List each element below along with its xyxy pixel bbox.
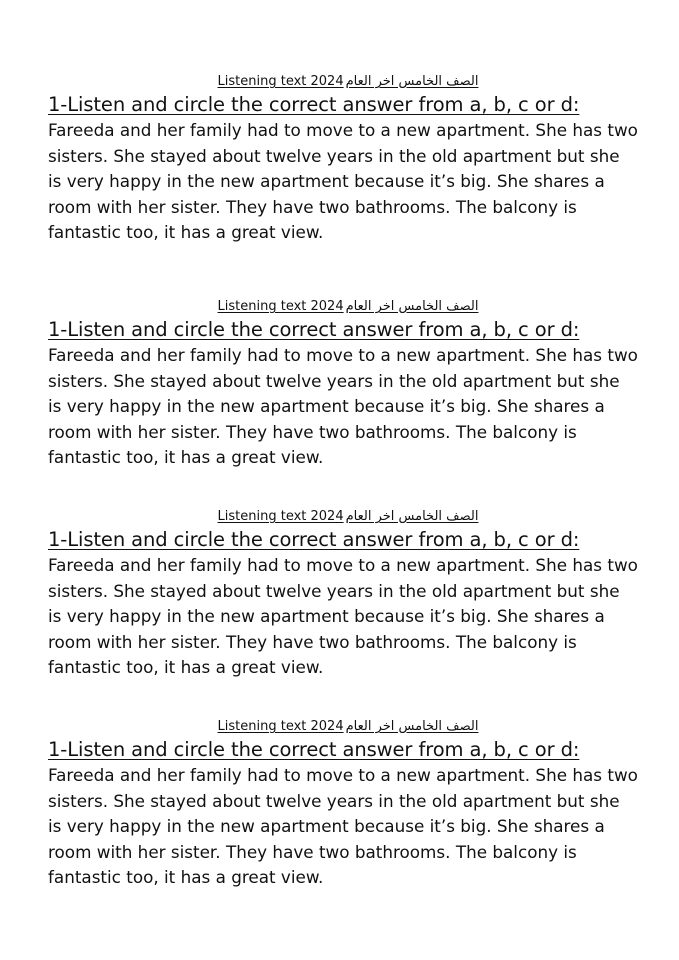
passage [48, 553, 648, 681]
passage-line: is very happy in the new apartment because it’s big. She shares a [48, 396, 605, 416]
heading-arabic: الصف الخامس اخر العام [345, 74, 479, 89]
passage-line: sisters. She stayed about twelve years in the old apartment but she [48, 145, 620, 166]
passage-line: Fareeda and her family had to move to a new apartment. She has two [48, 345, 638, 365]
passage-line: sisters. She stayed about twelve years in the old apartment but she [48, 370, 620, 391]
passage-line: is very happy in the new apartment because it’s big. She shares a [48, 171, 605, 191]
passage-line: is very happy in the new apartment because it’s big. She shares a [48, 606, 605, 626]
heading-arabic: الصف الخامس اخر العام [345, 719, 479, 734]
passage-line: room with her sister. They have two bathrooms. The balcony is [48, 196, 577, 217]
passage-line: is very happy in the new apartment because it’s big. She shares a [48, 816, 605, 836]
section-heading [48, 73, 648, 91]
listening-section [48, 508, 648, 681]
section-heading [48, 508, 648, 526]
passage [48, 118, 648, 246]
passage-line: room with her sister. They have two bathrooms. The balcony is [48, 841, 577, 862]
passage [48, 343, 648, 471]
heading-english: Listening text 2024 [217, 719, 344, 734]
passage-line: sisters. She stayed about twelve years in the old apartment but she [48, 790, 620, 811]
instruction-text: 1-Listen and circle the correct answer from a, b, c or d: [48, 528, 580, 551]
section-heading [48, 298, 648, 316]
instruction-text: 1-Listen and circle the correct answer from a, b, c or d: [48, 738, 580, 761]
passage [48, 763, 648, 891]
passage-line: room with her sister. They have two bathrooms. The balcony is [48, 421, 577, 442]
listening-section [48, 718, 648, 891]
passage-line: fantastic too, it has a great view. [48, 867, 324, 887]
passage-line: fantastic too, it has a great view. [48, 222, 324, 242]
passage-line: room with her sister. They have two bathrooms. The balcony is [48, 631, 577, 652]
listening-section [48, 73, 648, 246]
section-heading [48, 718, 648, 736]
heading-arabic: الصف الخامس اخر العام [345, 509, 479, 524]
passage-line: Fareeda and her family had to move to a new apartment. She has two [48, 120, 638, 140]
heading-english: Listening text 2024 [217, 74, 344, 89]
heading-arabic: الصف الخامس اخر العام [345, 299, 479, 314]
instruction-text: 1-Listen and circle the correct answer from a, b, c or d: [48, 318, 580, 341]
instruction-text: 1-Listen and circle the correct answer from a, b, c or d: [48, 93, 580, 116]
passage-line: Fareeda and her family had to move to a new apartment. She has two [48, 765, 638, 785]
heading-english: Listening text 2024 [217, 299, 344, 314]
heading-english: Listening text 2024 [217, 509, 344, 524]
passage-line: fantastic too, it has a great view. [48, 447, 324, 467]
passage-line: Fareeda and her family had to move to a new apartment. She has two [48, 555, 638, 575]
passage-line: sisters. She stayed about twelve years in the old apartment but she [48, 580, 620, 601]
passage-line: fantastic too, it has a great view. [48, 657, 324, 677]
listening-section [48, 298, 648, 471]
